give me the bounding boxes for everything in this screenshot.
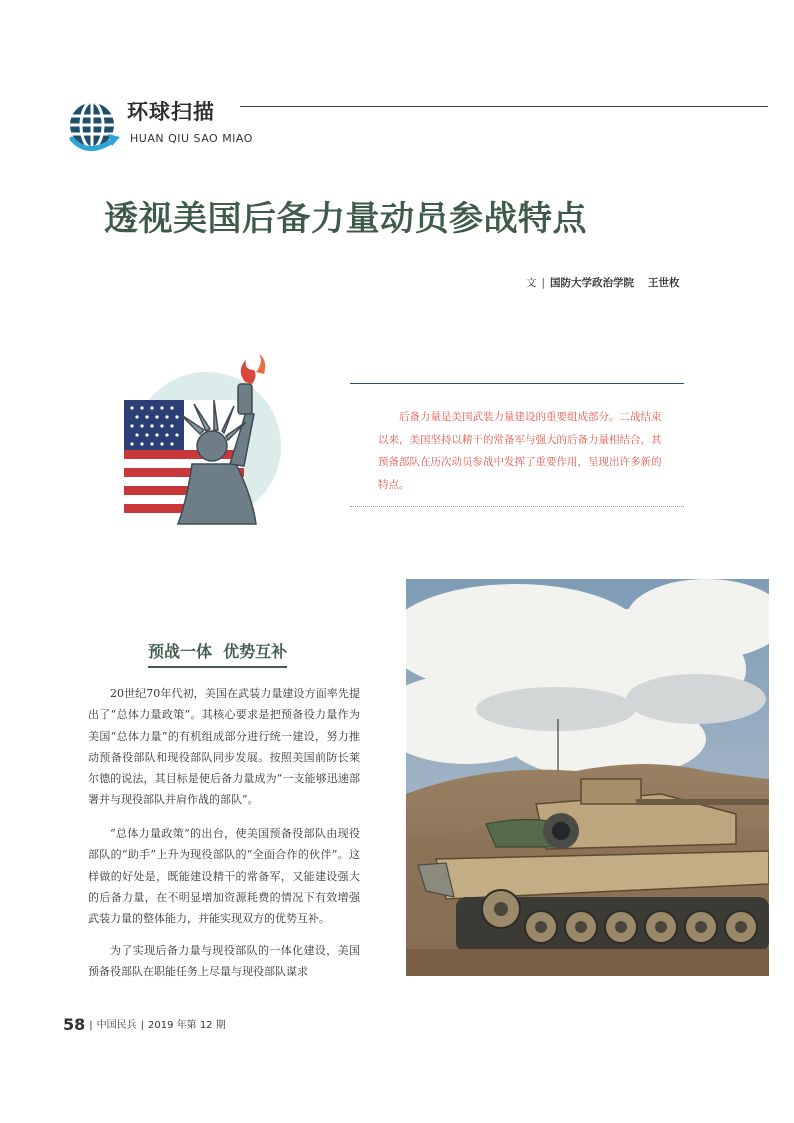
byline-organization: 国防大学政治学院 bbox=[550, 277, 635, 289]
globe-logo-icon bbox=[66, 99, 122, 155]
magazine-name: 中国民兵 bbox=[96, 1020, 137, 1031]
body-paragraph: 20世纪70年代初，美国在武装力量建设方面率先提出了“总体力量政策”。其核心要求是把预备役力量作为美国“总体力量”的有机组成部分进行统一建设，努力推动预备役部队和现役部队同步发展。按照美国前防长莱尔德的说法，其目标是使后备力量成为“一支能够迅速部署并与现役部队并肩作战的部队”。 bbox=[88, 687, 360, 807]
body-paragraph: 为了实现后备力量与现役部队的一体化建设，美国预备役部队在职能任务上尽量与现役部队谋求 bbox=[88, 944, 360, 979]
statue-of-liberty-flag-illustration bbox=[96, 346, 296, 546]
abstract-top-rule bbox=[350, 383, 684, 384]
footer-separator: | bbox=[140, 1020, 145, 1031]
page-footer bbox=[63, 1015, 226, 1036]
tank-photo bbox=[406, 579, 769, 976]
body-paragraph: “总体力量政策”的出台，使美国预备役部队由现役部队的“助手”上升为现役部队的“全面合作的伙伴”。这样做的好处是，既能建设精干的常备军，又能建设强大的后备力量，在不明显增加资源耗费的情况下有效增强武装力量的整体能力，并能实现双方的优势互补。 bbox=[88, 827, 360, 926]
issue-label: 2019 年第 12 期 bbox=[148, 1020, 226, 1031]
byline-separator: | bbox=[541, 277, 546, 289]
section-heading: 预战一体 优势互补 bbox=[148, 640, 287, 668]
header-divider bbox=[240, 106, 768, 107]
column-title: 环球扫描 bbox=[127, 100, 215, 124]
abstract-bottom-rule bbox=[350, 506, 684, 507]
page-number: 58 bbox=[63, 1015, 86, 1034]
byline-author: 王世枚 bbox=[648, 277, 680, 289]
article-title: 透视美国后备力量动员参战特点 bbox=[104, 199, 587, 239]
footer-separator: | bbox=[89, 1020, 93, 1031]
abstract-text: 后备力量是美国武装力量建设的重要组成部分。二战结束以来，美国坚持以精干的常备军与强大的后备力量相结合，其预备部队在历次动员参战中发挥了重要作用，呈现出许多新的特点。 bbox=[378, 411, 662, 491]
column-pinyin: HUAN QIU SAO MIAO bbox=[130, 132, 253, 145]
byline bbox=[526, 276, 680, 290]
byline-prefix: 文 bbox=[526, 277, 537, 289]
